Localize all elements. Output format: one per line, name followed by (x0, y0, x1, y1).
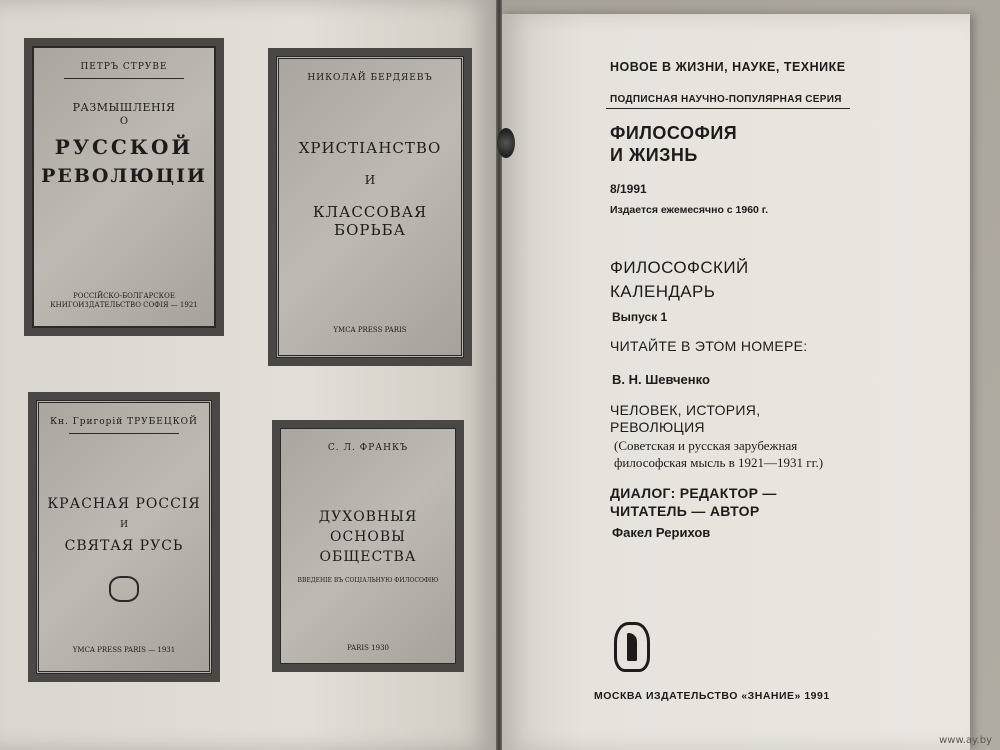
dialog-heading (610, 484, 777, 520)
publisher-logo-icon (614, 622, 650, 672)
publisher-imprint: МОСКВА ИЗДАТЕЛЬСТВО «ЗНАНИЕ» 1991 (594, 690, 830, 702)
cover-frank (272, 420, 464, 672)
dialog-heading-line: ДИАЛОГ: РЕДАКТОР — (610, 485, 777, 501)
magazine-title (610, 122, 737, 166)
article-title (610, 402, 760, 436)
cover-divider (69, 433, 179, 434)
cover-divider (64, 78, 184, 79)
release-number: Выпуск 1 (612, 310, 668, 324)
subseries-name: ПОДПИСНАЯ НАУЧНО-ПОПУЛЯРНАЯ СЕРИЯ (610, 94, 842, 105)
cover-title-line: ОСНОВЫ (330, 529, 406, 545)
binding-clip (497, 128, 515, 158)
article-title-line: ЧЕЛОВЕК, ИСТОРИЯ, (610, 402, 761, 418)
cover-author: НИКОЛАЙ БЕРДЯЕВЪ (307, 73, 433, 83)
cover-berdyaev (268, 48, 472, 366)
cover-title-line: И (120, 520, 128, 530)
cover-publisher: YMCA PRESS PARIS — 1931 (72, 646, 176, 654)
cover-title-line: РУССКОЙ (54, 135, 194, 159)
magazine-title-line: ФИЛОСОФИЯ (610, 123, 738, 143)
cover-inner (280, 428, 456, 664)
cover-author: С. Л. ФРАНКЪ (327, 443, 409, 453)
cover-struve (24, 38, 224, 336)
dialog-item: Факел Рерихов (612, 525, 711, 540)
magazine-title-line: И ЖИЗНЬ (610, 145, 698, 165)
cover-title-line: ДУХОВНЫЯ (318, 509, 418, 525)
emblem-icon (109, 576, 139, 602)
section-title-line: КАЛЕНДАРЬ (610, 282, 716, 301)
cover-inner (32, 46, 216, 328)
cover-title-line: РАЗМЫШЛЕНІЯ (72, 101, 176, 114)
cover-title-line: О (119, 116, 129, 127)
cover-title-line: СВЯТАЯ РУСЬ (64, 538, 184, 554)
cover-trubetskoy (28, 392, 220, 682)
series-name: НОВОЕ В ЖИЗНИ, НАУКЕ, ТЕХНИКЕ (610, 60, 846, 74)
cover-subtitle: ВВЕДЕНІЕ ВЪ СОЦІАЛЬНУЮ ФИЛОСОФІЮ (297, 577, 439, 584)
cover-title-line: И (364, 173, 376, 187)
cover-title-line: РЕВОЛЮЦІИ (41, 165, 207, 187)
cover-publisher: РОССІЙСКО-БОЛГАРСКОЕ КНИГОИЗДАТЕЛЬСТВО СОФІЯ — 1921 (50, 292, 198, 309)
article-title-line: РЕВОЛЮЦИЯ (610, 419, 705, 435)
book-spine (496, 0, 502, 750)
publication-note: Издается ежемесячно с 1960 г. (610, 204, 769, 216)
cover-title-line: ОБЩЕСТВА (319, 549, 417, 565)
cover-inner (276, 56, 464, 358)
cover-title-line: КЛАССОВАЯ БОРЬБА (312, 203, 428, 239)
contents-heading: ЧИТАЙТЕ В ЭТОМ НОМЕРЕ: (610, 338, 808, 354)
divider (606, 108, 850, 109)
article-subtitle (614, 437, 823, 471)
cover-author: Кн. Григорій ТРУБЕЦКОЙ (50, 417, 198, 427)
article-subtitle-line: (Советская и русская зарубежная (614, 438, 798, 453)
dialog-heading-line: ЧИТАТЕЛЬ — АВТОР (610, 503, 760, 519)
cover-publisher: YMCA PRESS PARIS (333, 326, 407, 334)
cover-title-line: ХРИСТІАНСТВО (298, 139, 442, 157)
article-author: В. Н. Шевченко (612, 372, 710, 387)
cover-author: ПЕТРЪ СТРУВЕ (80, 62, 168, 72)
issue-number: 8/1991 (610, 182, 647, 196)
section-title (610, 256, 749, 304)
cover-publisher: PARIS 1930 (347, 644, 389, 652)
cover-title-line: КРАСНАЯ РОССІЯ (47, 496, 201, 512)
article-subtitle-line: философская мысль в 1921—1931 гг.) (614, 455, 824, 470)
section-title-line: ФИЛОСОФСКИЙ (610, 258, 749, 277)
watermark: www.ay.by (939, 735, 992, 746)
cover-inner (36, 400, 212, 674)
